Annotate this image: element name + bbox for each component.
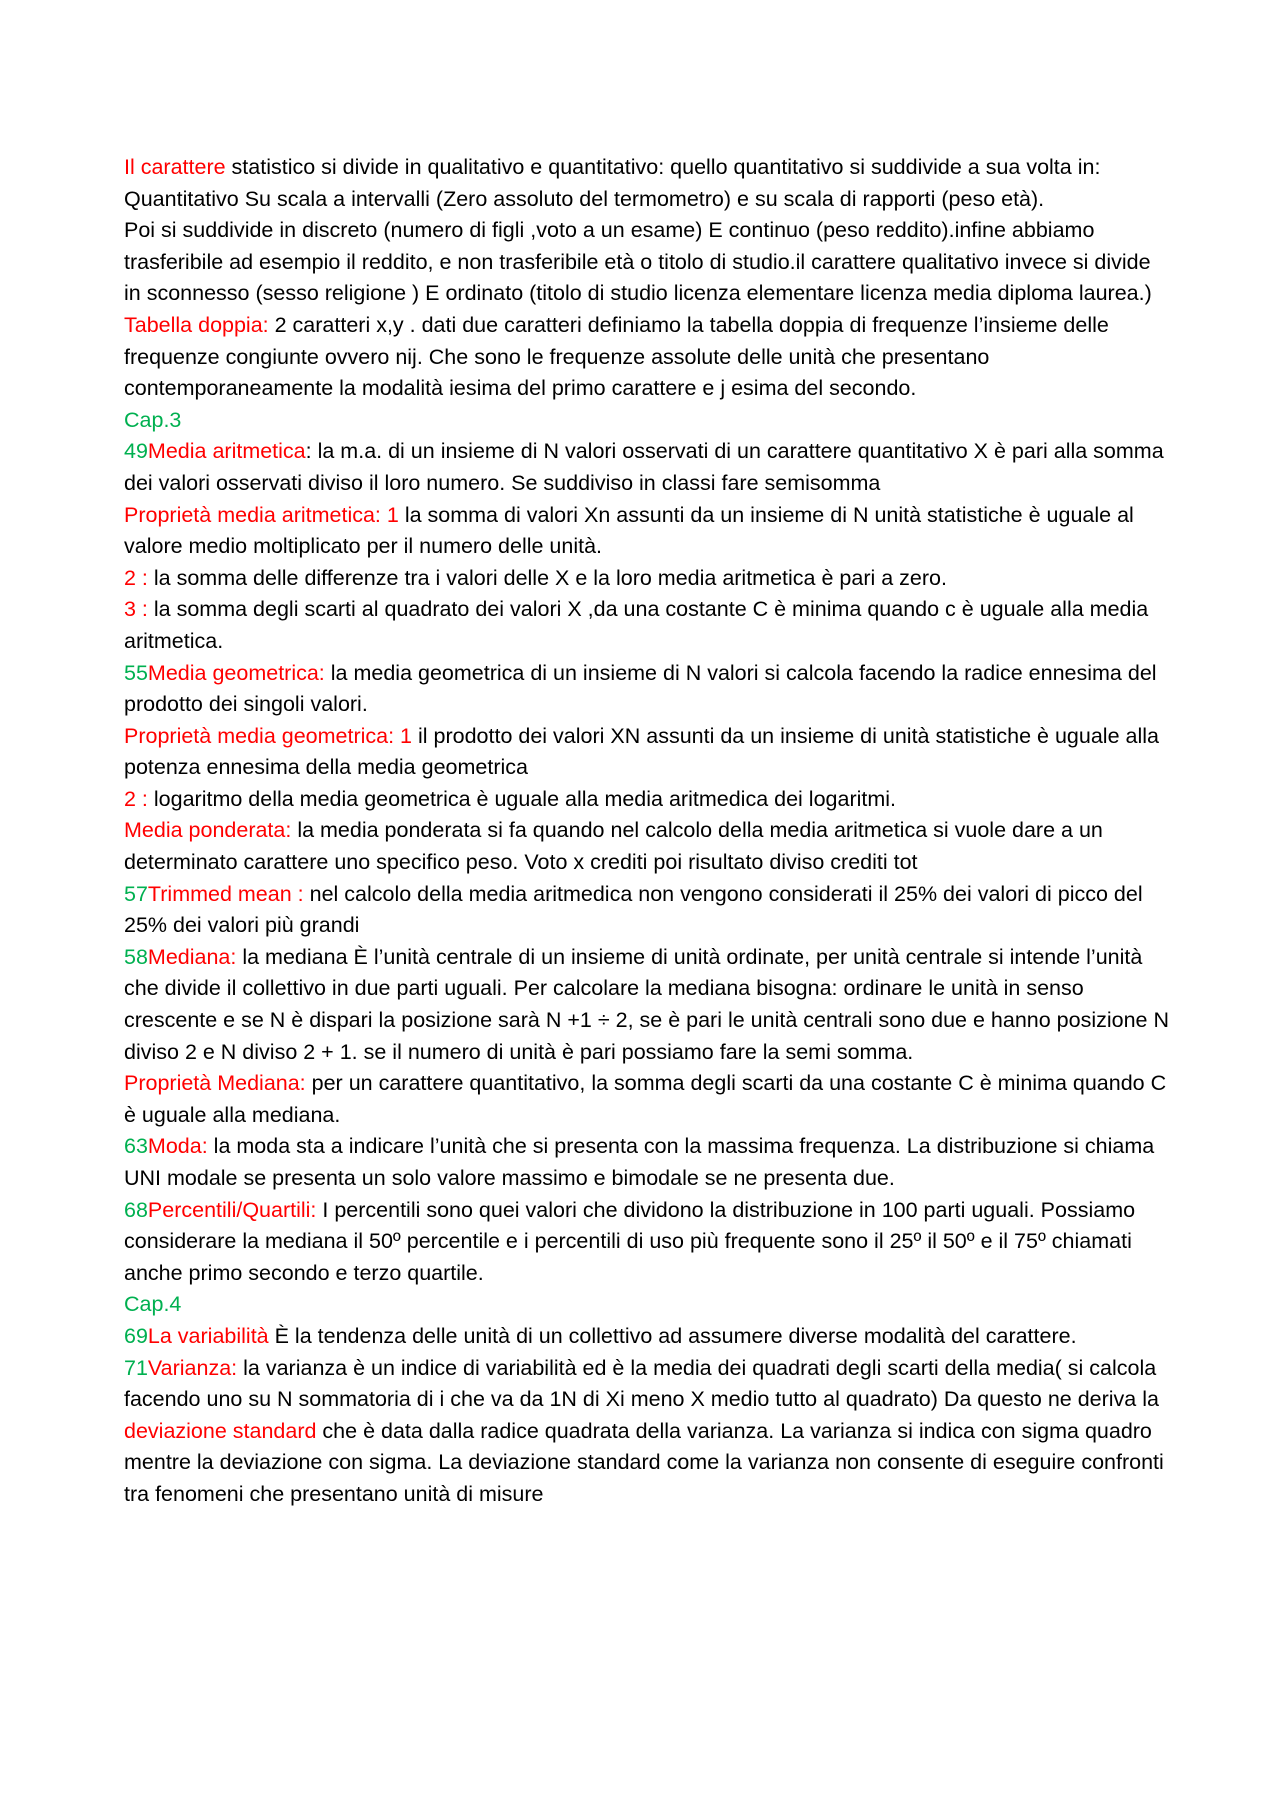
page-number: 68 [124, 1197, 148, 1222]
term-label: Percentili/Quartili: [147, 1197, 317, 1222]
term-label: Proprietà media aritmetica: 1 [124, 502, 399, 527]
paragraph-body: la somma di valori Xn assunti da un insieme di N unità statistiche è uguale al valore medio moltiplicato per il numero delle unità. [124, 502, 1134, 559]
paragraph-proprieta-geometrica-2 [124, 784, 1170, 816]
chapter-label: Cap.4 [124, 1292, 182, 1317]
paragraph-variabilita [124, 1321, 1170, 1353]
paragraph-body: la media ponderata si fa quando nel calcolo della media aritmetica si vuole dare a un determinato carattere uno specifico peso. Voto x crediti poi risultato diviso crediti tot [124, 818, 1103, 875]
paragraph-suddivisione [124, 215, 1170, 310]
paragraph-proprieta-2 [124, 563, 1170, 595]
page-number: 57 [124, 881, 148, 906]
page-number: 63 [124, 1134, 148, 1159]
paragraph-body: È la tendenza delle unità di un collettivo ad assumere diverse modalità del carattere. [268, 1323, 1077, 1348]
term-label: Trimmed mean : [147, 881, 304, 906]
paragraph-percentili [124, 1195, 1170, 1290]
term-label: Varianza: [147, 1355, 238, 1380]
paragraph-trimmed-mean [124, 879, 1170, 942]
term-label: Proprietà media geometrica: 1 [124, 723, 413, 748]
paragraph-body: statistico si divide in qualitativo e quantitativo: quello quantitativo si suddivide a sua volta in: Quantitativo Su scala a intervalli (Zero assoluto del termometro) e su scala di rapporti (peso età). [124, 155, 1101, 211]
paragraph-body: la varianza è un indice di variabilità ed è la media dei quadrati degli scarti della media( si calcola facendo uno su N sommatoria di i che va da 1N di Xi meno X medio tutto al quadrato) Da questo ne deriva la [124, 1355, 1159, 1412]
paragraph-proprieta-mediana [124, 1068, 1170, 1131]
paragraph-varianza [124, 1353, 1170, 1511]
paragraph-body: 2 caratteri x,y . dati due caratteri definiamo la tabella doppia di frequenze l’insieme delle frequenze congiunte ovvero nij. Che sono le frequenze assolute delle unità che presentano contemporaneamente la modalità iesima del primo carattere e j esima del secondo. [124, 312, 1109, 401]
paragraph-body: nel calcolo della media aritmedica non vengono considerati il 25% dei valori di picco del 25% dei valori più grandi [124, 881, 1143, 938]
chapter-label: Cap.3 [124, 407, 182, 432]
term-label: Media ponderata: [124, 818, 292, 843]
term-label: La variabilità [147, 1323, 269, 1348]
term-label: Proprietà Mediana: [124, 1071, 306, 1096]
paragraph-body: la moda sta a indicare l’unità che si presenta con la massima frequenza. La distribuzione si chiama UNI modale se presenta un solo valore massimo e bimodale se ne presenta due. [124, 1134, 1155, 1190]
chapter-heading-3 [124, 405, 1170, 437]
term-label: 2 : [124, 565, 148, 590]
paragraph-body: per un carattere quantitativo, la somma degli scarti da una costante C è minima quando C è uguale alla mediana. [124, 1071, 1167, 1127]
paragraph-media-aritmetica [124, 436, 1170, 499]
term-label: 2 : [124, 786, 148, 811]
paragraph-media-ponderata [124, 815, 1170, 878]
term-label: 3 : [124, 597, 148, 622]
page-number: 71 [124, 1355, 148, 1380]
paragraph-mediana [124, 942, 1170, 1068]
page-number: 58 [124, 944, 148, 969]
paragraph-body: Poi si suddivide in discreto (numero di figli ,voto a un esame) E continuo (peso reddito).infine abbiamo trasferibile ad esempio il reddito, e non trasferibile età o titolo di studio.il carattere qualitativo invece si divide in sconnesso (sesso religione ) E ordinato (titolo di studio licenza elementare licenza media diploma laurea.) [124, 218, 1152, 306]
paragraph-body: la somma degli scarti al quadrato dei valori X ,da una costante C è minima quando c è uguale alla media aritmetica. [124, 597, 1149, 653]
document-text [124, 152, 1170, 1511]
term-label: Moda: [147, 1134, 208, 1159]
term-label: Tabella doppia: [124, 312, 269, 337]
paragraph-carattere [124, 152, 1170, 215]
paragraph-body: logaritmo della media geometrica è uguale alla media aritmedica dei logaritmi. [147, 786, 897, 811]
paragraph-proprieta-media-geometrica [124, 721, 1170, 784]
paragraph-body: la media geometrica di un insieme di N valori si calcola facendo la radice ennesima del prodotto dei singoli valori. [124, 660, 1157, 717]
page-number: 49 [124, 439, 148, 464]
paragraph-body: I percentili sono quei valori che dividono la distribuzione in 100 parti uguali. Possiamo considerare la mediana il 50º percentile e i percentili di uso più frequente sono il 25º il 50º e il 75º chiamati anche primo secondo e terzo quartile. [124, 1197, 1136, 1285]
term-label: Mediana: [147, 944, 237, 969]
page-number: 55 [124, 660, 148, 685]
paragraph-body-continued: che è data dalla radice quadrata della varianza. La varianza si indica con sigma quadro mentre la deviazione con sigma. La deviazione standard come la varianza non consente di eseguire confronti tra fenomeni che presentano unità di misure [124, 1418, 1164, 1506]
term-label: Media geometrica: [147, 660, 325, 685]
paragraph-moda [124, 1131, 1170, 1194]
paragraph-body: il prodotto dei valori XN assunti da un insieme di unità statistiche è uguale alla potenza ennesima della media geometrica [124, 723, 1159, 780]
paragraph-body: la somma delle differenze tra i valori delle X e la loro media aritmetica è pari a zero. [147, 565, 947, 590]
page-number: 69 [124, 1323, 148, 1348]
term-label: Media aritmetica [147, 439, 306, 464]
paragraph-proprieta-3 [124, 594, 1170, 657]
paragraph-body: la mediana È l’unità centrale di un insieme di unità ordinate, per unità centrale si intende l’unità che divide il collettivo in due parti uguali. Per calcolare la mediana bisogna: ordinare le unità in senso crescente e se N è dispari la posizione sarà N +1 ÷ 2, se è pari le unità centrali sono due e hanno posizione N diviso 2 e N diviso 2 + 1. se il numero di unità è pari possiamo fare la semi somma. [124, 944, 1170, 1064]
chapter-heading-4 [124, 1289, 1170, 1321]
paragraph-media-geometrica [124, 658, 1170, 721]
paragraph-tabella-doppia [124, 310, 1170, 405]
term-label: Il carattere [124, 155, 226, 179]
paragraph-body: : la m.a. di un insieme di N valori osservati di un carattere quantitativo X è pari alla somma dei valori osservati diviso il loro numero. Se suddiviso in classi fare semisomma [124, 439, 1164, 495]
paragraph-proprieta-media-aritmetica [124, 500, 1170, 563]
term-deviazione-standard: deviazione standard [124, 1418, 317, 1443]
